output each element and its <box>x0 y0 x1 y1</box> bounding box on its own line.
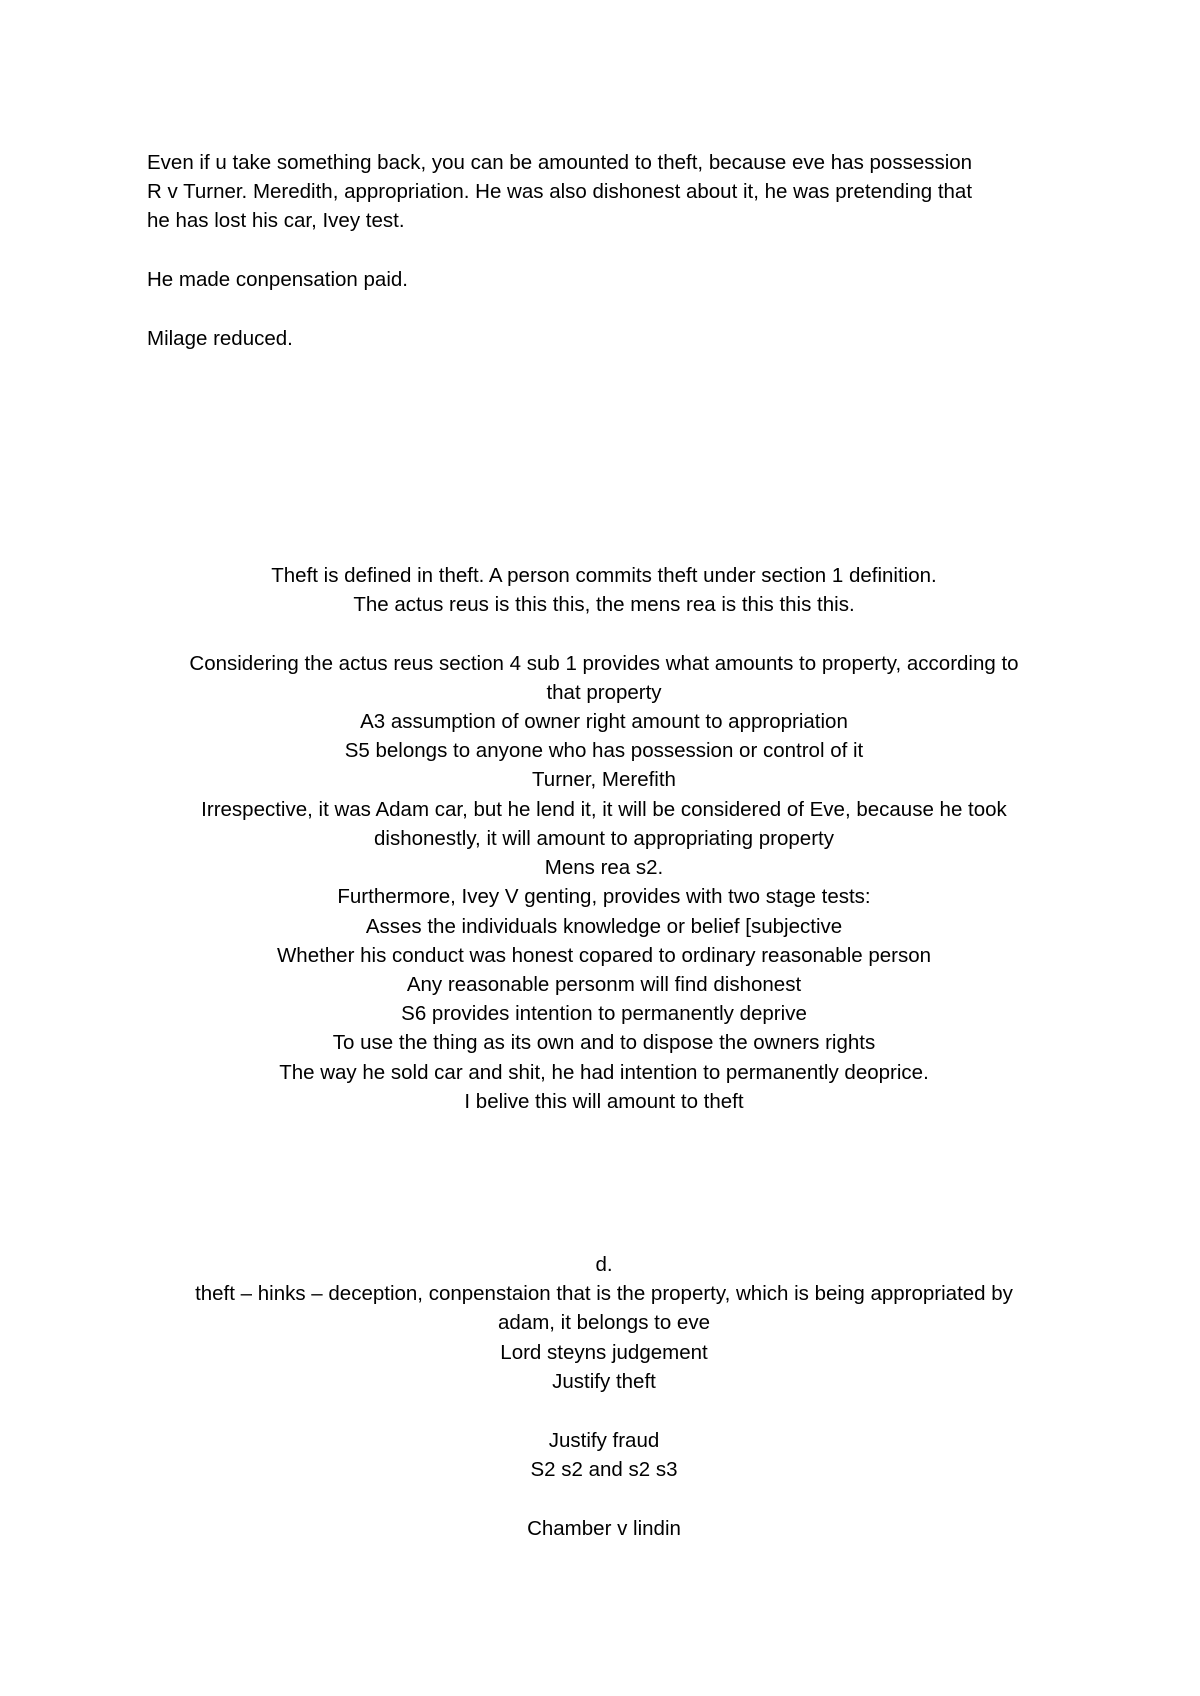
answer-line-13: Asses the individuals knowledge or belief [subjective <box>365 915 843 938</box>
intro-line-2: R v Turner. Meredith, appropriation. He was also dishonest about it, he was pretending that <box>147 180 973 203</box>
part-d-line-1: theft – hinks – deception, conpenstaion that is the property, which is being appropriated by <box>195 1282 1013 1305</box>
compensation-note: He made conpensation paid. <box>147 268 408 291</box>
answer-line-7: S5 belongs to anyone who has possession or control of it <box>344 739 864 762</box>
answer-line-8: Turner, Merefith <box>532 768 676 791</box>
part-d-line-7: S2 s2 and s2 s3 <box>530 1458 678 1481</box>
answer-line-5: that property <box>546 681 662 704</box>
part-d-line-4: Justify theft <box>552 1370 656 1393</box>
answer-line-18: The way he sold car and shit, he had intention to permanently deoprice. <box>279 1061 929 1084</box>
answer-line-19: I belive this will amount to theft <box>464 1090 744 1113</box>
answer-line-1: Theft is defined in theft. A person commits theft under section 1 definition. <box>271 564 937 587</box>
part-d-line-6: Justify fraud <box>548 1429 660 1452</box>
answer-line-4: Considering the actus reus section 4 sub 1 provides what amounts to property, according to <box>189 652 1019 675</box>
answer-line-16: S6 provides intention to permanently deprive <box>401 1002 807 1025</box>
answer-line-2: The actus reus is this this, the mens rea is this this this. <box>353 593 855 616</box>
answer-line-6: A3 assumption of owner right amount to appropriation <box>360 710 848 733</box>
intro-line-1: Even if u take something back, you can be amounted to theft, because eve has possession <box>147 151 973 174</box>
milage-note: Milage reduced. <box>147 327 293 350</box>
intro-line-3: he has lost his car, Ivey test. <box>147 209 405 232</box>
answer-line-11: Mens rea s2. <box>544 856 664 879</box>
answer-line-10: dishonestly, it will amount to appropriating property <box>374 827 834 850</box>
part-d-line-2: adam, it belongs to eve <box>498 1311 710 1334</box>
answer-line-14: Whether his conduct was honest copared to ordinary reasonable person <box>276 944 932 967</box>
answer-line-12: Furthermore, Ivey V genting, provides with two stage tests: <box>337 885 871 908</box>
answer-line-9: Irrespective, it was Adam car, but he lend it, it will be considered of Eve, because he took <box>201 798 1007 821</box>
answer-line-17: To use the thing as its own and to dispose the owners rights <box>332 1031 876 1054</box>
answer-line-15: Any reasonable personm will find dishonest <box>406 973 802 996</box>
part-d-line-9: Chamber v lindin <box>527 1517 681 1540</box>
part-d-label: d. <box>595 1253 613 1276</box>
part-d-line-3: Lord steyns judgement <box>500 1341 708 1364</box>
